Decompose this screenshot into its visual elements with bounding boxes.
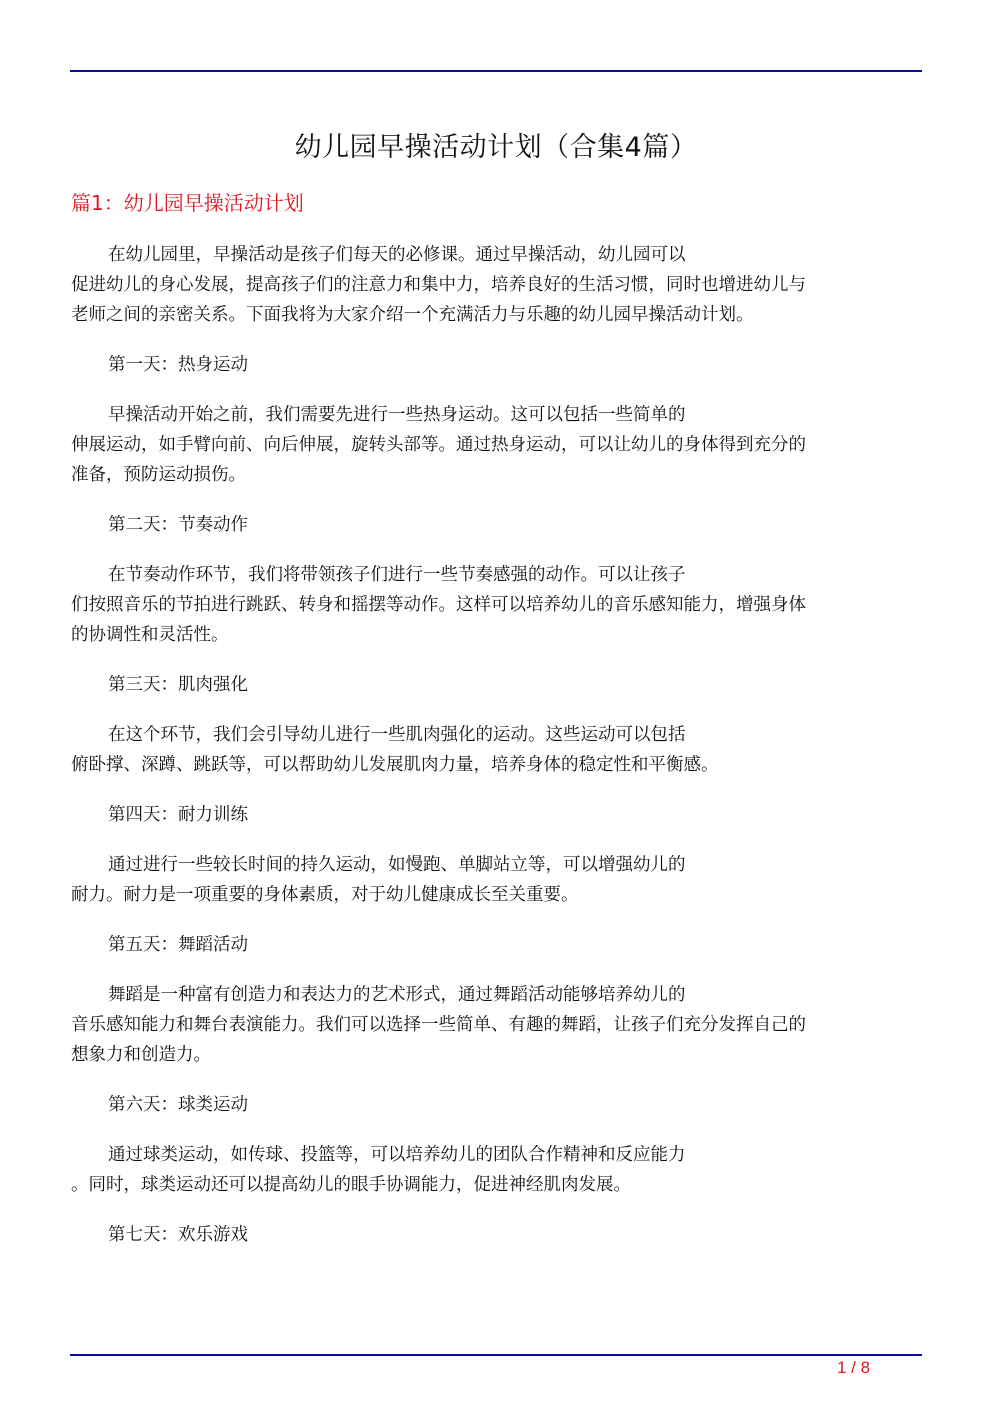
footer-rule [70, 1354, 922, 1356]
paragraph-line: 俯卧撑、深蹲、跳跃等，可以帮助幼儿发展肌肉力量，培养身体的稳定性和平衡感。 [71, 755, 719, 775]
subheading-day-2: 第二天：节奏动作 [108, 515, 248, 535]
subheading-day-7: 第七天：欢乐游戏 [108, 1225, 248, 1245]
document-title: 幼儿园早操活动计划（合集4篇） [294, 132, 698, 163]
paragraph-line: 在幼儿园里，早操活动是孩子们每天的必修课。通过早操活动，幼儿园可以 [108, 245, 686, 265]
paragraph-line: 促进幼儿的身心发展，提高孩子们的注意力和集中力，培养良好的生活习惯，同时也增进幼儿与 [71, 275, 806, 295]
document-body [71, 240, 921, 1270]
paragraph-line: 舞蹈是一种富有创造力和表达力的艺术形式，通过舞蹈活动能够培养幼儿的 [108, 985, 686, 1005]
paragraph-day-5 [71, 980, 921, 1070]
section-heading: 篇1：幼儿园早操活动计划 [71, 191, 304, 215]
paragraph-line: 伸展运动，如手臂向前、向后伸展，旋转头部等。通过热身运动，可以让幼儿的身体得到充分的 [71, 435, 806, 455]
subheading-day-1: 第一天：热身运动 [108, 355, 248, 375]
paragraph-line: 通过球类运动，如传球、投篮等，可以培养幼儿的团队合作精神和反应能力 [108, 1145, 686, 1165]
subheading-day-3: 第三天：肌肉强化 [108, 675, 248, 695]
page-number: 1 / 8 [837, 1358, 871, 1377]
paragraph-day-4 [71, 850, 921, 910]
paragraph-line: 音乐感知能力和舞台表演能力。我们可以选择一些简单、有趣的舞蹈，让孩子们充分发挥自己的 [71, 1015, 806, 1035]
paragraph-line: 。同时，球类运动还可以提高幼儿的眼手协调能力，促进神经肌肉发展。 [71, 1175, 631, 1195]
paragraph-line: 准备，预防运动损伤。 [71, 465, 246, 485]
paragraph-day-6 [71, 1140, 921, 1200]
paragraph-line: 耐力。耐力是一项重要的身体素质，对于幼儿健康成长至关重要。 [71, 885, 579, 905]
paragraph-intro [71, 240, 921, 330]
paragraph-line: 们按照音乐的节拍进行跳跃、转身和摇摆等动作。这样可以培养幼儿的音乐感知能力，增强身体 [71, 595, 806, 615]
subheading-day-6: 第六天：球类运动 [108, 1095, 248, 1115]
paragraph-line: 在这个环节，我们会引导幼儿进行一些肌肉强化的运动。这些运动可以包括 [108, 725, 686, 745]
subheading-day-5: 第五天：舞蹈活动 [108, 935, 248, 955]
paragraph-line: 通过进行一些较长时间的持久运动，如慢跑、单脚站立等，可以增强幼儿的 [108, 855, 686, 875]
paragraph-line: 的协调性和灵活性。 [71, 625, 229, 645]
paragraph-day-1 [71, 400, 921, 490]
paragraph-line: 早操活动开始之前，我们需要先进行一些热身运动。这可以包括一些简单的 [108, 405, 686, 425]
header-rule [70, 70, 922, 72]
paragraph-day-2 [71, 560, 921, 650]
subheading-day-4: 第四天：耐力训练 [108, 805, 248, 825]
paragraph-line: 老师之间的亲密关系。下面我将为大家介绍一个充满活力与乐趣的幼儿园早操活动计划。 [71, 305, 754, 325]
paragraph-line: 在节奏动作环节，我们将带领孩子们进行一些节奏感强的动作。可以让孩子 [108, 565, 686, 585]
paragraph-day-3 [71, 720, 921, 780]
paragraph-line: 想象力和创造力。 [71, 1045, 211, 1065]
